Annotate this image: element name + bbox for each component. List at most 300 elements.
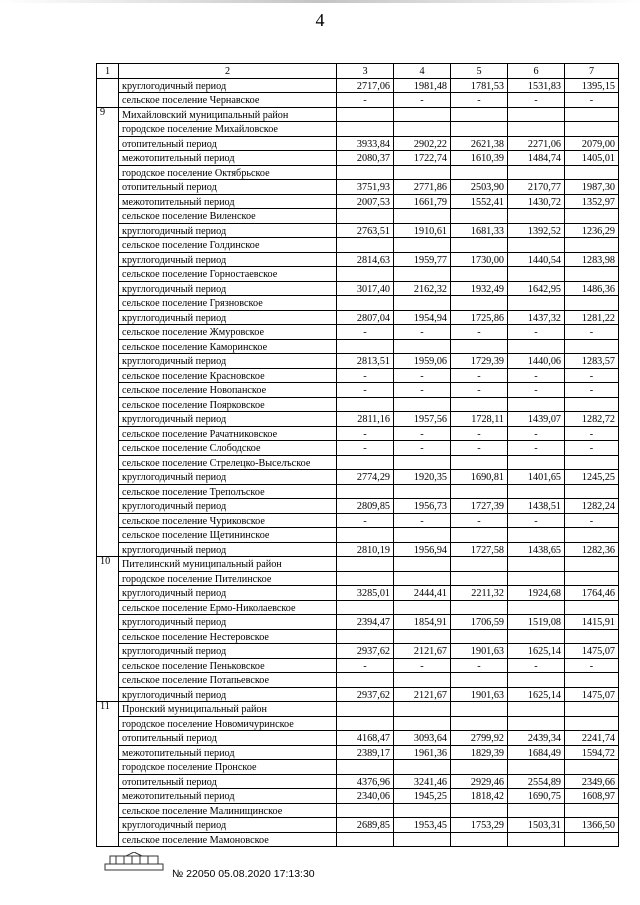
row-label-cell: межотопительный период (119, 745, 337, 760)
value-cell: - (451, 368, 508, 383)
table-row (97, 629, 619, 644)
value-cell (451, 296, 508, 311)
value-cell (337, 165, 394, 180)
value-cell: 1901,63 (451, 687, 508, 702)
value-cell (394, 600, 451, 615)
value-cell (451, 803, 508, 818)
value-cell (565, 209, 619, 224)
value-cell: 1956,73 (394, 499, 451, 514)
value-cell: 1475,07 (565, 644, 619, 659)
value-cell (337, 571, 394, 586)
value-cell (337, 716, 394, 731)
table-row (97, 760, 619, 775)
value-cell: 1727,39 (451, 499, 508, 514)
value-cell: 2771,86 (394, 180, 451, 195)
value-cell: 1706,59 (451, 615, 508, 630)
value-cell: 1430,72 (508, 194, 565, 209)
value-cell (565, 238, 619, 253)
value-cell: 1392,52 (508, 223, 565, 238)
value-cell: 2080,37 (337, 151, 394, 166)
value-cell (451, 455, 508, 470)
value-cell (451, 716, 508, 731)
table-row (97, 803, 619, 818)
value-cell: 1725,86 (451, 310, 508, 325)
value-cell: 1924,68 (508, 586, 565, 601)
value-cell: 1415,91 (565, 615, 619, 630)
value-cell (337, 107, 394, 122)
value-cell (508, 629, 565, 644)
row-label-cell: отопительный период (119, 136, 337, 151)
value-cell: - (451, 513, 508, 528)
scan-artifact (0, 0, 640, 3)
value-cell (451, 557, 508, 572)
value-cell (394, 397, 451, 412)
table-row (97, 499, 619, 514)
value-cell (565, 455, 619, 470)
value-cell: 1945,25 (394, 789, 451, 804)
table-row (97, 470, 619, 485)
value-cell (451, 267, 508, 282)
value-cell (508, 571, 565, 586)
value-cell: - (394, 368, 451, 383)
row-label-cell: сельское поселение Ермо-Николаевское (119, 600, 337, 615)
table-row (97, 165, 619, 180)
table-row (97, 397, 619, 412)
value-cell (451, 571, 508, 586)
value-cell: 1608,97 (565, 789, 619, 804)
table-row (97, 571, 619, 586)
row-label-cell: городское поселение Пителинское (119, 571, 337, 586)
value-cell: 2902,22 (394, 136, 451, 151)
table-row (97, 658, 619, 673)
value-cell: - (394, 426, 451, 441)
value-cell: 1932,49 (451, 281, 508, 296)
column-header: 2 (119, 64, 337, 79)
page-number: 4 (315, 10, 325, 30)
value-cell (451, 600, 508, 615)
value-cell: - (451, 658, 508, 673)
row-label-cell: отопительный период (119, 731, 337, 746)
table-row (97, 339, 619, 354)
value-cell: - (565, 426, 619, 441)
value-cell (508, 455, 565, 470)
value-cell: 1366,50 (565, 818, 619, 833)
value-cell (451, 760, 508, 775)
row-label-cell: круглогодичный период (119, 78, 337, 93)
value-cell: 1283,57 (565, 354, 619, 369)
value-cell (394, 716, 451, 731)
table-row (97, 484, 619, 499)
value-cell: 1910,61 (394, 223, 451, 238)
row-label-cell: городское поселение Новомичуринское (119, 716, 337, 731)
value-cell (451, 702, 508, 717)
value-cell: 1401,65 (508, 470, 565, 485)
row-label-cell: круглогодичный период (119, 644, 337, 659)
value-cell (394, 528, 451, 543)
value-cell (565, 484, 619, 499)
value-cell: 1245,25 (565, 470, 619, 485)
table-row (97, 513, 619, 528)
value-cell: 3751,93 (337, 180, 394, 195)
value-cell (508, 702, 565, 717)
value-cell (394, 238, 451, 253)
value-cell: 1730,00 (451, 252, 508, 267)
table-row (97, 194, 619, 209)
value-cell: 2811,16 (337, 412, 394, 427)
row-label-cell: сельское поселение Слободское (119, 441, 337, 456)
value-cell: - (394, 513, 451, 528)
table-row (97, 731, 619, 746)
district-row (97, 557, 619, 572)
row-label-cell: Пителинский муниципальный район (119, 557, 337, 572)
table-row (97, 281, 619, 296)
value-cell (337, 238, 394, 253)
table-row (97, 745, 619, 760)
value-cell (451, 629, 508, 644)
value-cell: 2809,85 (337, 499, 394, 514)
row-number-cell: 11 (97, 702, 119, 847)
value-cell (394, 339, 451, 354)
value-cell: - (508, 441, 565, 456)
row-number-cell: 9 (97, 107, 119, 557)
value-cell: - (394, 441, 451, 456)
value-cell: 2807,04 (337, 310, 394, 325)
table-row (97, 310, 619, 325)
value-cell: 1486,36 (565, 281, 619, 296)
value-cell: - (337, 325, 394, 340)
value-cell (451, 528, 508, 543)
value-cell (337, 397, 394, 412)
value-cell: 1728,11 (451, 412, 508, 427)
value-cell: 1281,22 (565, 310, 619, 325)
value-cell: - (508, 426, 565, 441)
value-cell: 1625,14 (508, 644, 565, 659)
value-cell: - (508, 368, 565, 383)
table-row (97, 325, 619, 340)
value-cell: - (508, 658, 565, 673)
value-cell: 2121,67 (394, 687, 451, 702)
table-row (97, 122, 619, 137)
value-cell: 1957,56 (394, 412, 451, 427)
row-label-cell: круглогодичный период (119, 615, 337, 630)
row-label-cell: круглогодичный период (119, 223, 337, 238)
value-cell: 1282,36 (565, 542, 619, 557)
value-cell: - (451, 441, 508, 456)
value-cell: 1625,14 (508, 687, 565, 702)
value-cell: - (337, 513, 394, 528)
value-cell (565, 629, 619, 644)
value-cell (337, 484, 394, 499)
row-label-cell: круглогодичный период (119, 470, 337, 485)
value-cell: 2079,00 (565, 136, 619, 151)
value-cell: 1727,58 (451, 542, 508, 557)
value-cell: 2503,90 (451, 180, 508, 195)
value-cell: 1519,08 (508, 615, 565, 630)
table-row (97, 93, 619, 108)
column-header: 4 (394, 64, 451, 79)
row-label-cell: сельское поселение Горностаевское (119, 267, 337, 282)
table-row (97, 441, 619, 456)
value-cell (337, 339, 394, 354)
value-cell (565, 803, 619, 818)
table-row (97, 600, 619, 615)
table-row (97, 774, 619, 789)
value-cell (451, 209, 508, 224)
row-label-cell: городское поселение Михайловское (119, 122, 337, 137)
value-cell (508, 122, 565, 137)
value-cell: 1236,29 (565, 223, 619, 238)
row-label-cell: городское поселение Октябрьское (119, 165, 337, 180)
value-cell: 1395,15 (565, 78, 619, 93)
value-cell: 2937,62 (337, 687, 394, 702)
value-cell (394, 296, 451, 311)
value-cell: - (565, 383, 619, 398)
value-cell: - (565, 441, 619, 456)
table-row (97, 528, 619, 543)
row-label-cell: сельское поселение Жмуровское (119, 325, 337, 340)
value-cell: 1405,01 (565, 151, 619, 166)
value-cell (337, 600, 394, 615)
table-row (97, 832, 619, 847)
value-cell: - (337, 658, 394, 673)
district-row (97, 107, 619, 122)
table-row (97, 542, 619, 557)
value-cell: 1438,65 (508, 542, 565, 557)
value-cell: 1987,30 (565, 180, 619, 195)
value-cell (337, 803, 394, 818)
value-cell (451, 673, 508, 688)
value-cell: - (337, 383, 394, 398)
value-cell: - (451, 325, 508, 340)
value-cell: 1854,91 (394, 615, 451, 630)
value-cell (337, 267, 394, 282)
value-cell: - (508, 383, 565, 398)
value-cell: - (508, 93, 565, 108)
value-cell (337, 702, 394, 717)
value-cell (565, 267, 619, 282)
value-cell: - (394, 325, 451, 340)
row-label-cell: сельское поселение Мамоновское (119, 832, 337, 847)
value-cell: 2763,51 (337, 223, 394, 238)
table-row (97, 455, 619, 470)
value-cell: 1690,81 (451, 470, 508, 485)
value-cell: - (337, 368, 394, 383)
value-cell: 1610,39 (451, 151, 508, 166)
row-label-cell: сельское поселение Треполъское (119, 484, 337, 499)
value-cell: 1282,72 (565, 412, 619, 427)
value-cell: 1531,83 (508, 78, 565, 93)
value-cell (394, 267, 451, 282)
value-cell: 1829,39 (451, 745, 508, 760)
row-label-cell: городское поселение Пронское (119, 760, 337, 775)
row-label-cell: сельское поселение Потапьевское (119, 673, 337, 688)
value-cell (394, 673, 451, 688)
value-cell (565, 571, 619, 586)
row-label-cell: Михайловский муниципальный район (119, 107, 337, 122)
value-cell (394, 557, 451, 572)
value-cell (451, 832, 508, 847)
value-cell: 1954,94 (394, 310, 451, 325)
value-cell: - (337, 441, 394, 456)
value-cell: - (508, 325, 565, 340)
row-label-cell: сельское поселение Виленское (119, 209, 337, 224)
value-cell: 1484,74 (508, 151, 565, 166)
row-label-cell: межотопительный период (119, 151, 337, 166)
value-cell (508, 397, 565, 412)
row-label-cell: сельское поселение Чуриковское (119, 513, 337, 528)
value-cell: 2241,74 (565, 731, 619, 746)
table-row (97, 180, 619, 195)
value-cell (394, 803, 451, 818)
column-header: 1 (97, 64, 119, 79)
value-cell (451, 339, 508, 354)
table-row (97, 644, 619, 659)
row-label-cell: круглогодичный период (119, 687, 337, 702)
value-cell (394, 107, 451, 122)
value-cell: - (394, 93, 451, 108)
value-cell (508, 209, 565, 224)
value-cell: 2621,38 (451, 136, 508, 151)
value-cell (565, 296, 619, 311)
row-label-cell: сельское поселение Грязновское (119, 296, 337, 311)
row-label-cell: круглогодичный период (119, 499, 337, 514)
value-cell (394, 832, 451, 847)
value-cell (565, 528, 619, 543)
table-row (97, 354, 619, 369)
value-cell: 3285,01 (337, 586, 394, 601)
row-label-cell: круглогодичный период (119, 310, 337, 325)
value-cell (451, 238, 508, 253)
value-cell: 2689,85 (337, 818, 394, 833)
value-cell (337, 296, 394, 311)
value-cell (508, 528, 565, 543)
row-label-cell: круглогодичный период (119, 354, 337, 369)
row-label-cell: круглогодичный период (119, 252, 337, 267)
value-cell (508, 557, 565, 572)
row-label-cell: сельское поселение Новопанское (119, 383, 337, 398)
value-cell: 2439,34 (508, 731, 565, 746)
value-cell (508, 107, 565, 122)
row-label-cell: сельское поселение Красновское (119, 368, 337, 383)
value-cell: 2813,51 (337, 354, 394, 369)
value-cell: - (508, 513, 565, 528)
value-cell (394, 629, 451, 644)
table-row (97, 136, 619, 151)
value-cell: 2389,17 (337, 745, 394, 760)
value-cell: 1690,75 (508, 789, 565, 804)
value-cell: 1959,77 (394, 252, 451, 267)
value-cell: - (565, 513, 619, 528)
value-cell: 2717,06 (337, 78, 394, 93)
value-cell (565, 165, 619, 180)
value-cell: 2929,46 (451, 774, 508, 789)
value-cell (565, 600, 619, 615)
value-cell: 1729,39 (451, 354, 508, 369)
value-cell: 2394,47 (337, 615, 394, 630)
value-cell: 2162,32 (394, 281, 451, 296)
value-cell: 2170,77 (508, 180, 565, 195)
value-cell: 3241,46 (394, 774, 451, 789)
value-cell (565, 760, 619, 775)
table-row (97, 238, 619, 253)
column-header: 5 (451, 64, 508, 79)
table-row (97, 716, 619, 731)
row-label-cell: сельское поселение Нестеровское (119, 629, 337, 644)
value-cell (451, 484, 508, 499)
value-cell: - (394, 658, 451, 673)
value-cell: 1475,07 (565, 687, 619, 702)
value-cell (508, 484, 565, 499)
value-cell (394, 484, 451, 499)
value-cell (508, 716, 565, 731)
table-row (97, 586, 619, 601)
value-cell: 1818,42 (451, 789, 508, 804)
table-row (97, 412, 619, 427)
row-label-cell: круглогодичный период (119, 412, 337, 427)
column-header: 7 (565, 64, 619, 79)
value-cell (508, 238, 565, 253)
row-label-cell: круглогодичный период (119, 586, 337, 601)
value-cell: 1722,74 (394, 151, 451, 166)
value-cell: 1753,29 (451, 818, 508, 833)
row-label-cell: отопительный период (119, 180, 337, 195)
value-cell (394, 455, 451, 470)
value-cell: 4376,96 (337, 774, 394, 789)
value-cell: - (565, 368, 619, 383)
value-cell: 1953,45 (394, 818, 451, 833)
row-number-cell: 10 (97, 557, 119, 702)
value-cell: 2349,66 (565, 774, 619, 789)
value-cell: 3093,64 (394, 731, 451, 746)
value-cell: - (337, 93, 394, 108)
value-cell: - (451, 426, 508, 441)
value-cell: 1956,94 (394, 542, 451, 557)
table-row (97, 818, 619, 833)
value-cell (337, 629, 394, 644)
row-label-cell: сельское поселение Стрелецко-Выселъское (119, 455, 337, 470)
value-cell: 1961,36 (394, 745, 451, 760)
row-label-cell: сельское поселение Каморинское (119, 339, 337, 354)
row-number-cell (97, 78, 119, 107)
value-cell: 1901,63 (451, 644, 508, 659)
table-row (97, 789, 619, 804)
document-registration-number: № 22050 05.08.2020 17:13:30 (172, 868, 315, 880)
value-cell (337, 528, 394, 543)
table-row (97, 687, 619, 702)
row-label-cell: межотопительный период (119, 194, 337, 209)
value-cell (508, 165, 565, 180)
district-row (97, 702, 619, 717)
value-cell (394, 571, 451, 586)
value-cell: 2271,06 (508, 136, 565, 151)
value-cell (337, 673, 394, 688)
table-row (97, 252, 619, 267)
value-cell (508, 267, 565, 282)
table-row (97, 209, 619, 224)
value-cell (508, 296, 565, 311)
table-row (97, 223, 619, 238)
document-stamp-logo (104, 852, 164, 872)
value-cell: - (337, 426, 394, 441)
column-header: 3 (337, 64, 394, 79)
value-cell: 2340,06 (337, 789, 394, 804)
tariff-table (96, 63, 619, 847)
value-cell (394, 165, 451, 180)
row-label-cell: круглогодичный период (119, 818, 337, 833)
table-row (97, 615, 619, 630)
value-cell: 2937,62 (337, 644, 394, 659)
value-cell: 2211,32 (451, 586, 508, 601)
